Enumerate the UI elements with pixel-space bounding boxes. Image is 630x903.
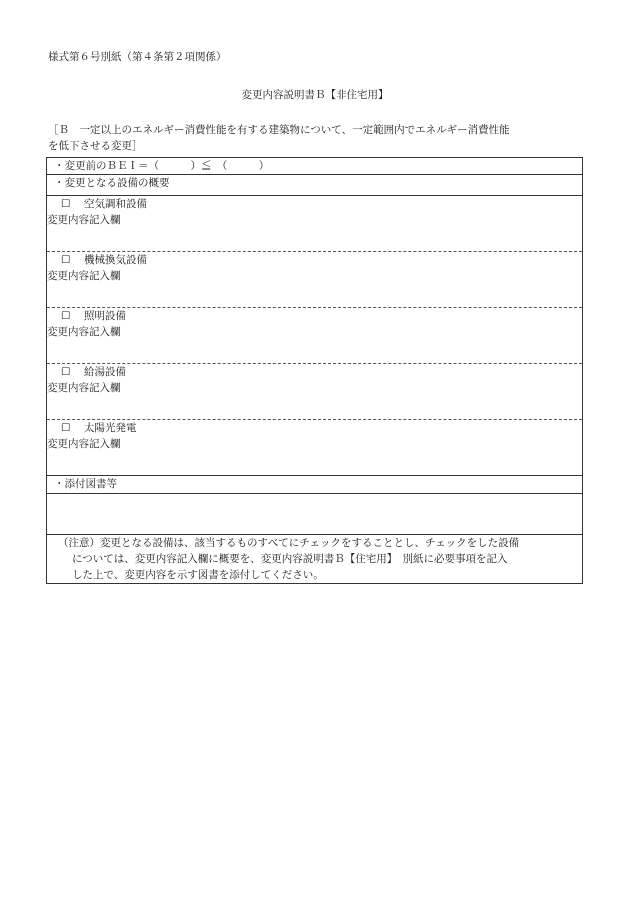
entry-field-label[interactable]: 変更内容記入欄 xyxy=(47,270,121,282)
overview-row xyxy=(47,175,583,196)
equipment-item[interactable] xyxy=(54,420,582,436)
note-line-2: については、変更内容記入欄に概要を、変更内容説明書Ｂ【住宅用】 別紙に必要事項を記入 xyxy=(72,553,508,565)
note-line-3: した上で、変更内容を示す図書を添付してください。 xyxy=(72,569,324,581)
bei-field[interactable]: ・変更前のＢＥＩ＝（ ）≦ （ ） xyxy=(47,158,583,175)
entry-field-label[interactable]: 変更内容記入欄 xyxy=(47,382,121,394)
attachments-row xyxy=(47,476,583,494)
subject-line-1: ［Ｂ 一定以上のエネルギー消費性能を有する建築物について、一定範囲内でエネルギー消費性能 xyxy=(48,124,510,136)
form-number: 様式第６号別紙（第４条第２項関係） xyxy=(48,51,227,63)
equipment-name: 空気調和設備 xyxy=(84,198,147,210)
note-text xyxy=(47,535,583,584)
entry-field-label[interactable]: 変更内容記入欄 xyxy=(47,326,121,338)
equipment-row xyxy=(47,420,583,476)
equipment-row xyxy=(47,364,583,420)
attachments-entry-row xyxy=(47,494,583,535)
checkbox-icon[interactable]: ☐ xyxy=(61,198,71,210)
equipment-row xyxy=(47,196,583,252)
subject-heading xyxy=(48,122,588,154)
attachments-label: ・添付図書等 xyxy=(47,476,583,494)
checkbox-icon[interactable]: ☐ xyxy=(61,366,71,378)
entry-field-label[interactable]: 変更内容記入欄 xyxy=(47,438,121,450)
equipment-name: 照明設備 xyxy=(84,310,126,322)
document-title: 変更内容説明書Ｂ【非住宅用】 xyxy=(241,89,389,101)
entry-field-label[interactable]: 変更内容記入欄 xyxy=(47,214,121,226)
equipment-name: 機械換気設備 xyxy=(84,254,147,266)
overview-label: ・変更となる設備の概要 xyxy=(47,175,583,196)
checkbox-icon[interactable]: ☐ xyxy=(61,254,71,266)
checkbox-icon[interactable]: ☐ xyxy=(61,422,71,434)
equipment-item[interactable] xyxy=(54,308,582,324)
equipment-item[interactable] xyxy=(54,252,582,268)
attachments-entry-field[interactable] xyxy=(47,494,583,535)
equipment-name: 太陽光発電 xyxy=(84,422,137,434)
note-line-1: （注意）変更となる設備は、該当するものすべてにチェックをすることとし、チェックをした設備 xyxy=(58,537,520,549)
equipment-row xyxy=(47,308,583,364)
subject-line-2: を低下させる変更］ xyxy=(48,140,143,152)
note-row xyxy=(47,535,583,584)
equipment-item[interactable] xyxy=(54,196,582,212)
bei-row xyxy=(47,158,583,175)
equipment-row xyxy=(47,252,583,308)
equipment-name: 給湯設備 xyxy=(84,366,126,378)
change-form-table xyxy=(46,157,583,584)
equipment-item[interactable] xyxy=(54,364,582,380)
checkbox-icon[interactable]: ☐ xyxy=(61,310,71,322)
